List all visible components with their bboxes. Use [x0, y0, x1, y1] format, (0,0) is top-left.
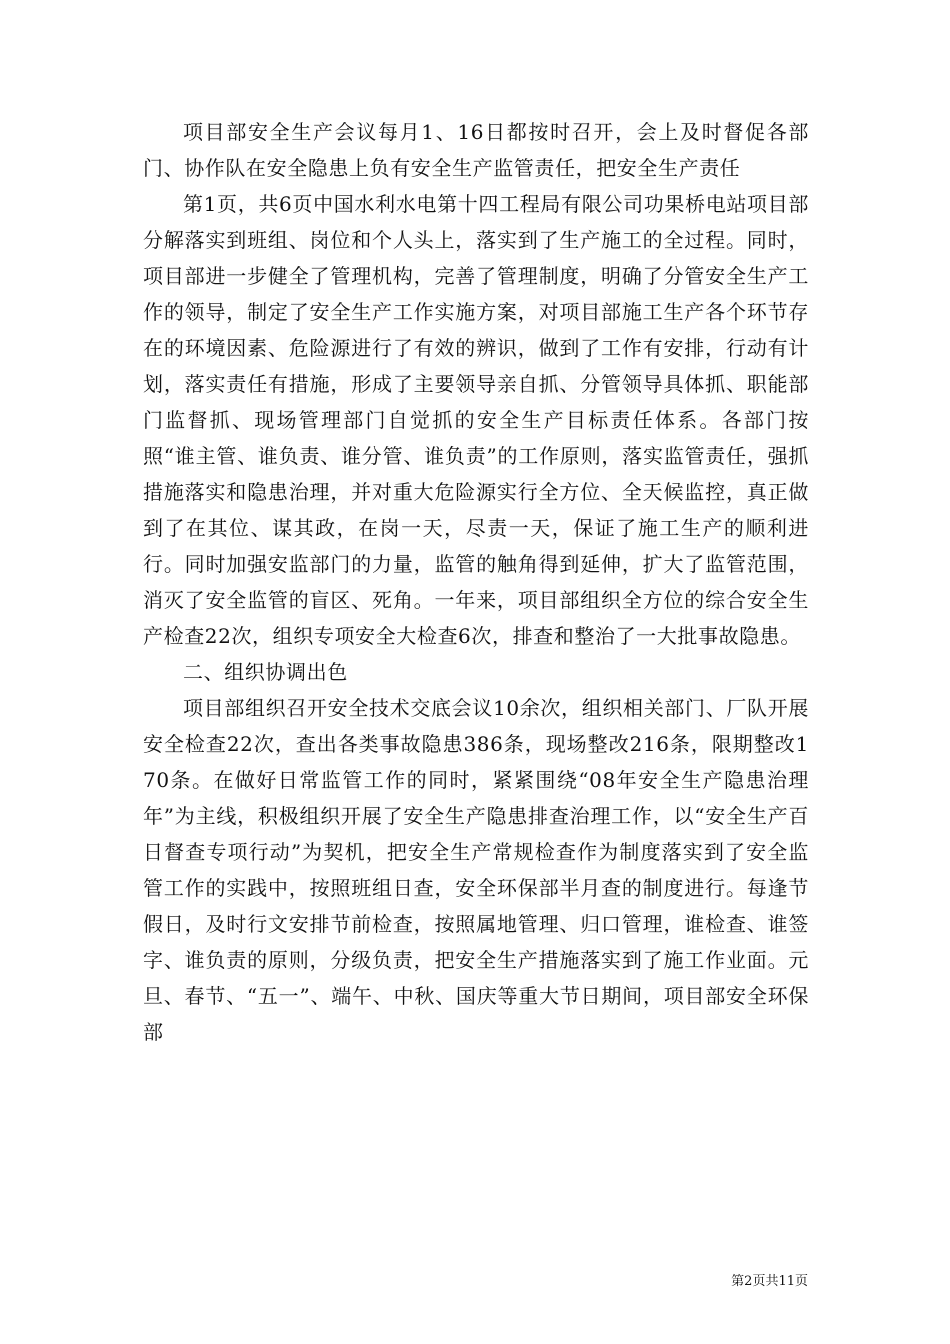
page-number-footer: 第2页共11页: [731, 1274, 808, 1289]
paragraph-safety-inspections: 项目部组织召开安全技术交底会议10余次，组织相关部门、厂队开展安全检查22次，查出各类事故隐患386条，现场整改216条，限期整改170条。在做好日常监管工作的同时，紧紧围绕“08年安全生产隐患治理年”为主线，积极组织开展了安全生产隐患排查治理工作，以“安全生产百日督查专项行动”为契机，把安全生产常规检查作为制度落实到了安全监管工作的实践中，按照班组日查，安全环保部半月查的制度进行。每逢节假日，及时行文安排节前检查，按照属地管理、归口管理，谁检查、谁签字、谁负责的原则，分级负责，把安全生产措施落实到了施工作业面。元旦、春节、“五一”、端午、中秋、国庆等重大节日期间，项目部安全环保部: [143, 696, 809, 1044]
section-heading-coordination: 二、组织协调出色: [183, 660, 348, 684]
document-body: [143, 114, 809, 1050]
paragraph-responsibility-system: 第1页，共6页中国水利水电第十四工程局有限公司功果桥电站项目部分解落实到班组、岗位和个人头上，落实到了生产施工的全过程。同时，项目部进一步健全了管理机构，完善了管理制度，明确了分管安全生产工作的领导，制定了安全生产工作实施方案，对项目部施工生产各个环节存在的环境因素、危险源进行了有效的辨识，做到了工作有安排，行动有计划，落实责任有措施，形成了主要领导亲自抓、分管领导具体抓、职能部门监督抓、现场管理部门自觉抓的安全生产目标责任体系。各部门按照“谁主管、谁负责、谁分管、谁负责”的工作原则，落实监管责任，强抓措施落实和隐患治理，并对重大危险源实行全方位、全天候监控，真正做到了在其位、谋其政，在岗一天，尽责一天，保证了施工生产的顺利进行。同时加强安监部门的力量，监管的触角得到延伸，扩大了监管范围，消灭了安全监管的盲区、死角。一年来，项目部组织全方位的综合安全生产检查22次，组织专项安全大检查6次，排查和整治了一大批事故隐患。: [143, 192, 809, 648]
paragraph-meeting-schedule: 项目部安全生产会议每月1、16日都按时召开，会上及时督促各部门、协作队在安全隐患上负有安全生产监管责任，把安全生产责任: [143, 120, 809, 180]
